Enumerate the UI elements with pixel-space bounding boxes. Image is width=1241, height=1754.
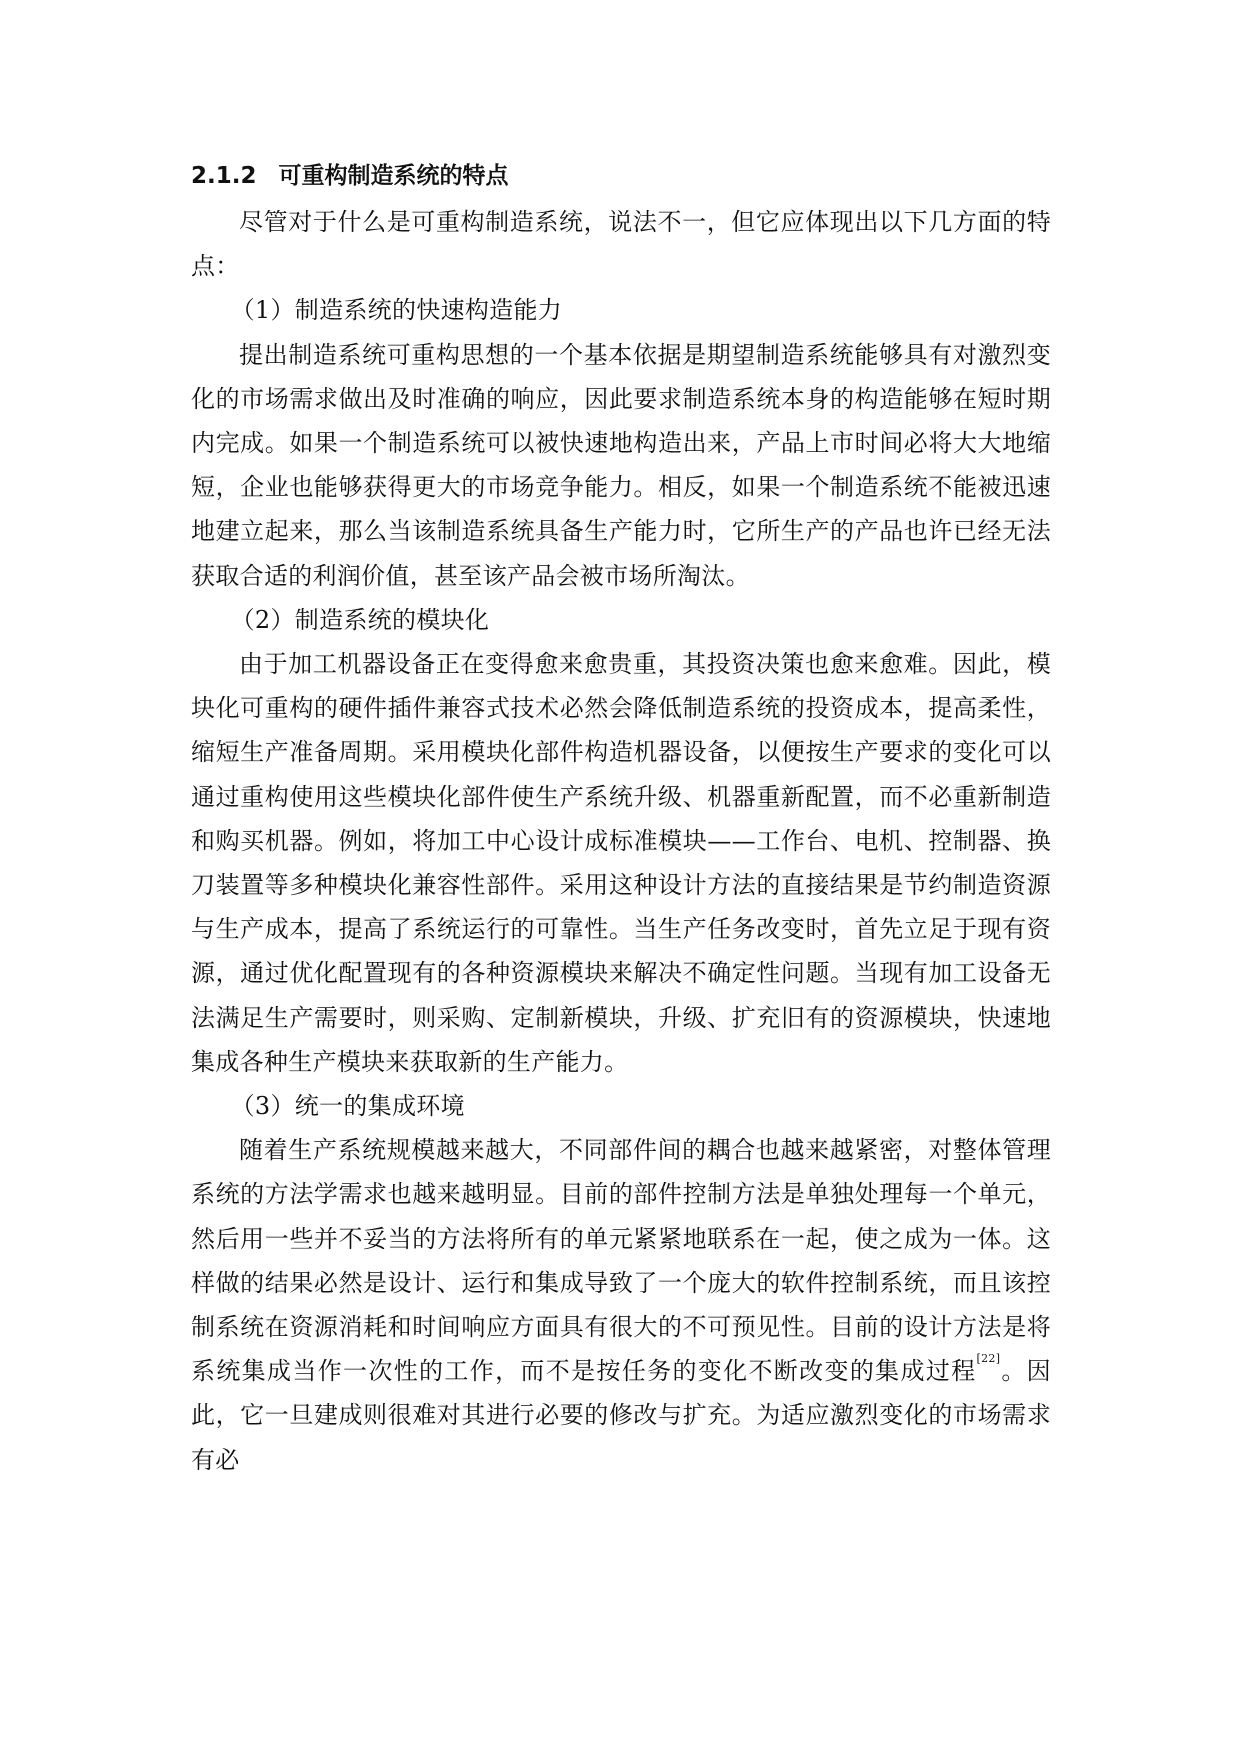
citation-reference: [22] — [976, 1352, 1001, 1366]
section-heading — [191, 152, 1051, 200]
item-2-paragraph: 由于加工机器设备正在变得愈来愈贵重，其投资决策也愈来愈难。因此，模块化可重构的硬件插件兼容式技术必然会降低制造系统的投资成本，提高柔性，缩短生产准备周期。采用模块化部件构造机器设备，以便按生产要求的变化可以通过重构使用这些模块化部件使生产系统升级、机器重新配置，而不必重新制造和购买机器。例如，将加工中心设计成标准模块——工作台、电机、控制器、换刀装置等多种模块化兼容性部件。采用这种设计方法的直接结果是节约制造资源与生产成本，提高了系统运行的可靠性。当生产任务改变时，首先立足于现有资源，通过优化配置现有的各种资源模块来解决不确定性问题。当现有加工设备无法满足生产需要时，则采购、定制新模块，升级、扩充旧有的资源模块，快速地集成各种生产模块来获取新的生产能力。 — [191, 650, 1051, 1076]
document-page — [191, 152, 1051, 1482]
item-1-heading: （1）制造系统的快速构造能力 — [230, 296, 563, 325]
item-3-paragraph — [191, 1128, 1051, 1482]
item-3-text-before-citation: 随着生产系统规模越来越大，不同部件间的耦合也越来越紧密，对整体管理系统的方法学需求也越来越明显。目前的部件控制方法是单独处理每一个单元，然后用一些并不妥当的方法将所有的单元紧紧地联系在一起，使之成为一体。这样做的结果必然是设计、运行和集成导致了一个庞大的软件控制系统，而且该控制系统在资源消耗和时间响应方面具有很大的不可预见性。目前的设计方法是将系统集成当作一次性的工作，而不是按任务的变化不断改变的集成过程 — [191, 1136, 1051, 1386]
section-title: 可重构制造系统的特点 — [278, 163, 509, 189]
section-number: 2.1.2 — [191, 163, 257, 189]
intro-paragraph: 尽管对于什么是可重构制造系统，说法不一，但它应体现出以下几方面的特点： — [191, 208, 1051, 281]
item-3-heading: （3）统一的集成环境 — [230, 1092, 465, 1121]
item-3-text-after-citation: 。因此，它一旦建成则很难对其进行必要的修改与扩充。为适应激烈变化的市场需求有必 — [191, 1357, 1051, 1474]
item-1-paragraph: 提出制造系统可重构思想的一个基本依据是期望制造系统能够具有对激烈变化的市场需求做出及时准确的响应，因此要求制造系统本身的构造能够在短时期内完成。如果一个制造系统可以被快速地构造出来，产品上市时间必将大大地缩短，企业也能够获得更大的市场竞争能力。相反，如果一个制造系统不能被迅速地建立起来，那么当该制造系统具备生产能力时，它所生产的产品也许已经无法获取合适的利润价值，甚至该产品会被市场所淘汰。 — [191, 340, 1051, 590]
item-2-heading: （2）制造系统的模块化 — [230, 605, 490, 634]
